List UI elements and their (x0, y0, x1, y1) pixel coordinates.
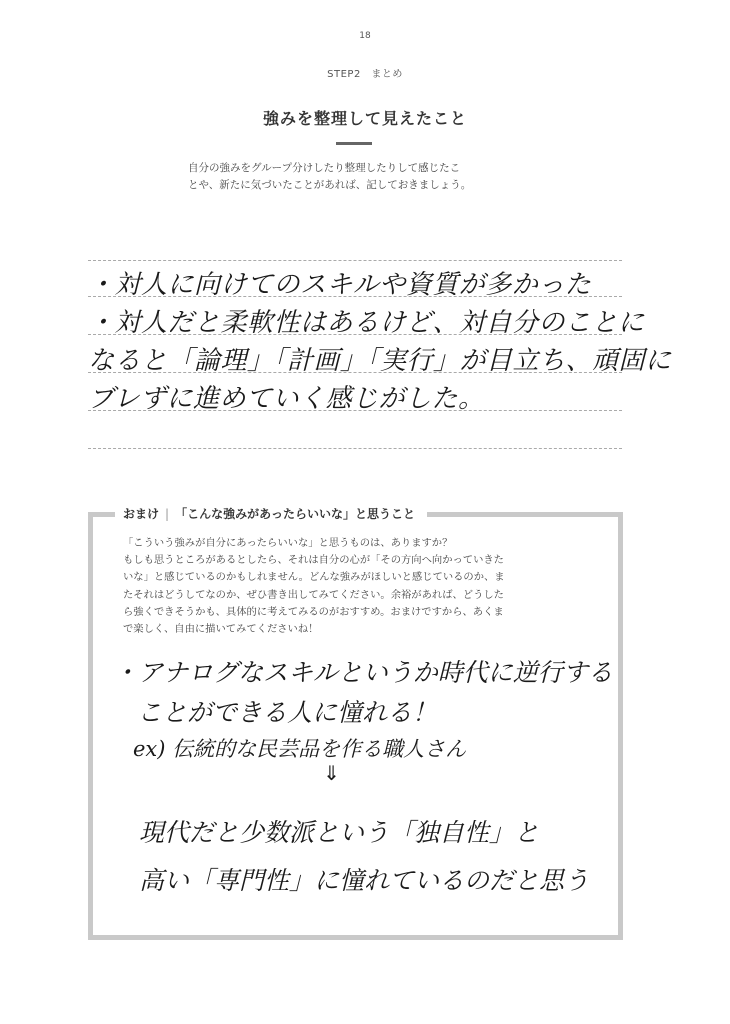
bonus-text-line: 「こういう強みが自分にあったらいいな」と思うものは、ありますか？ (123, 537, 453, 549)
title-underline (336, 142, 372, 145)
bonus-text-line: もしも思うところがあるとしたら、それは自分の心が「その方向へ向かっていきた (123, 554, 504, 567)
step-label: STEP2 まとめ (327, 69, 403, 80)
instructions-line: とや、新たに気づいたことがあれば、記しておきましょう。 (188, 179, 472, 191)
bonus-header (115, 504, 427, 524)
handwritten-line: ・対人に向けてのスキルや資質が多かった (88, 270, 592, 300)
bonus-separator: | (165, 507, 170, 521)
down-arrow-icon: ⇓ (323, 761, 340, 785)
bonus-title: 「こんな強みがあったらいいな」と思うこと (175, 507, 415, 521)
bonus-text-line: ら強くできそうかも、具体的に考えてみるのがおすすめ。おまけですから、あくま (123, 605, 504, 618)
section-title: 強みを整理して見えたこと (262, 109, 467, 128)
ruled-line (88, 260, 622, 261)
handwritten-line: 現代だと少数派という「独自性」と (139, 818, 540, 847)
instructions (188, 160, 548, 194)
writing-area (88, 250, 672, 460)
instructions-line: 自分の強みをグループ分けしたり整理したりして感じたこ (188, 162, 461, 174)
bonus-text-line: たそれはどうしてなのか、ぜひ書き出してみてください。余裕があれば、どうした (123, 588, 504, 601)
handwritten-line: ・対人だと柔軟性はあるけど、対自分のことに (88, 308, 645, 338)
handwritten-line: ex) 伝統的な民芸品を作る職人さん (133, 737, 467, 761)
handwritten-line: 高い「専門性」に憧れているのだと思う (139, 866, 590, 895)
bonus-text-line: で楽しく、自由に描いてみてくださいね！ (123, 623, 319, 636)
ruled-line (88, 448, 622, 449)
page-number: 18 (359, 31, 371, 41)
bonus-label: おまけ (123, 507, 160, 521)
bonus-text (123, 535, 593, 638)
handwritten-line: ・アナログなスキルというか時代に逆行する (113, 658, 613, 687)
bonus-handwriting (113, 653, 613, 923)
handwritten-line: なると「論理」「計画」「実行」が目立ち、頑固に (88, 346, 672, 376)
handwritten-line: ことができる人に憧れる！ (137, 698, 438, 727)
bonus-box (88, 507, 623, 940)
handwritten-line: ブレずに進めていく感じがした。 (88, 384, 485, 414)
bonus-text-line: いな」と感じているのかもしれません。どんな強みがほしいと感じているのか、ま (123, 571, 505, 584)
